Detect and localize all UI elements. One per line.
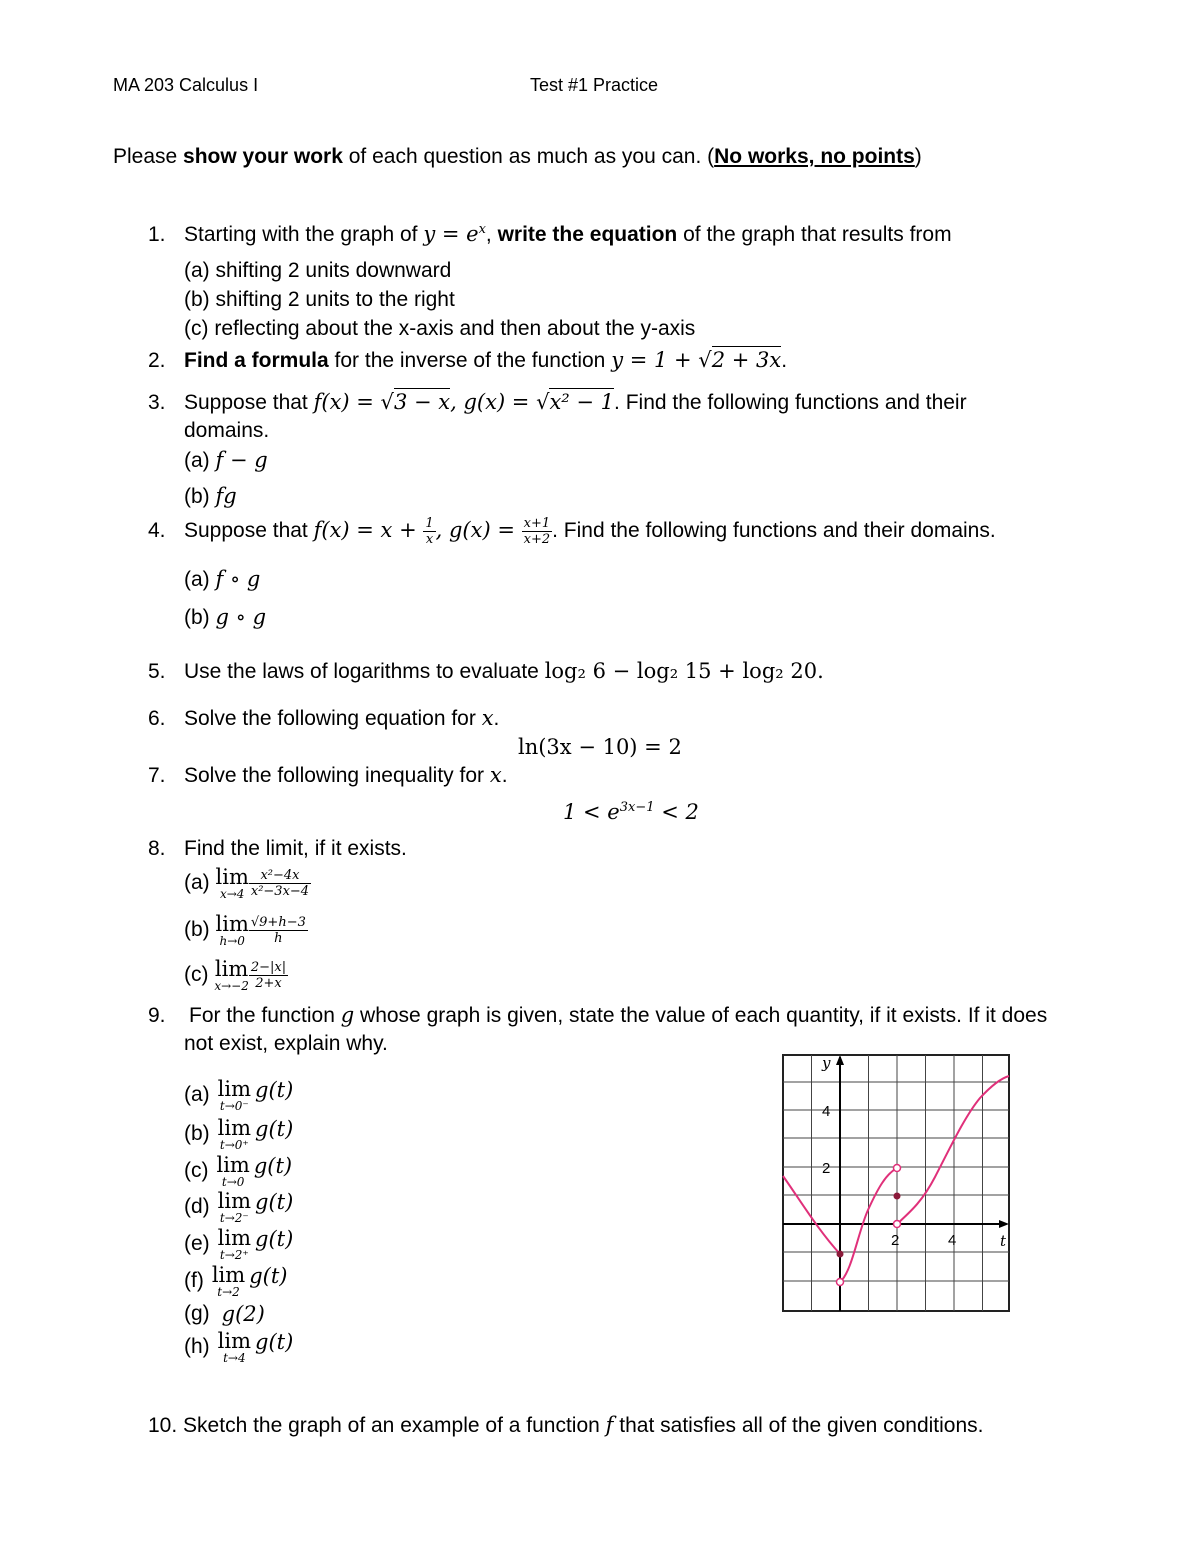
q9-text2: whose graph is given, state the value of each quantity, if it exists. If it does — [354, 1004, 1048, 1027]
q8-c-lim: lim — [214, 957, 249, 981]
q9-limit — [218, 1117, 251, 1151]
q9-part-label: (b) — [184, 1122, 210, 1145]
q3-tail: . Find the following functions and their — [614, 391, 967, 414]
q7-text: Solve the following inequality for — [184, 764, 490, 787]
q9-part-label: (f) — [184, 1269, 204, 1292]
q4-g-fraction — [522, 516, 553, 547]
q8-number: 8. — [148, 837, 166, 860]
q1-a-text: shifting 2 units downward — [215, 259, 452, 282]
q9-lim: lim — [216, 1153, 250, 1177]
q3-part-a — [184, 448, 268, 473]
q1-exponent: x — [478, 222, 486, 237]
q1-c-label: (c) — [184, 317, 209, 340]
q8-b-limit — [216, 913, 249, 947]
q1-bold: write the equation — [497, 223, 678, 246]
q3-a-expr: f − g — [215, 448, 268, 472]
q10-text2: that satisfies all of the given conditions. — [613, 1414, 984, 1437]
curve-right — [897, 1076, 1009, 1224]
q8-a-lim: lim — [215, 865, 249, 889]
q7-display — [563, 800, 699, 824]
q4-b-expr: g ∘ g — [215, 605, 267, 629]
q8-a-sub: x→4 — [219, 887, 245, 901]
graph-grid — [783, 1055, 1009, 1311]
q9-part-label: (d) — [184, 1195, 210, 1218]
q8-a-num: x²−4x — [249, 868, 311, 884]
course-title: MA 203 Calculus I — [113, 75, 259, 95]
q9-limit — [218, 1227, 251, 1261]
q1-tail: of the graph that results from — [677, 223, 952, 246]
instructions-middle: of each question as much as you can. ( — [342, 145, 715, 168]
q9-expr: g(t) — [255, 1190, 294, 1214]
q9-lim-sub: t→0⁺ — [219, 1138, 249, 1152]
q1-c-text: reflecting about the x-axis and then about the y-axis — [214, 317, 696, 340]
question-3 — [148, 390, 967, 415]
q4-part-b — [184, 605, 266, 630]
q5-expr: log₂ 6 − log₂ 15 + log₂ 20. — [544, 659, 824, 683]
q10-number: 10. — [148, 1414, 178, 1437]
q3-f: f(x) = √ — [313, 390, 394, 414]
q9-lim-sub: t→0⁻ — [219, 1099, 249, 1113]
q4-f-num: 1 — [425, 516, 434, 531]
q8-c-fraction — [249, 960, 288, 991]
q9-lim: lim — [217, 1226, 252, 1250]
q9-lim: lim — [217, 1189, 252, 1213]
q9-limit — [212, 1264, 245, 1298]
q4-part-a — [184, 567, 260, 592]
q9-expr: g(t) — [255, 1117, 294, 1141]
test-title: Test #1 Practice — [530, 75, 659, 95]
question-1 — [148, 222, 952, 247]
q1-a-label: (a) — [184, 259, 210, 282]
q7-number: 7. — [148, 764, 166, 787]
q4-b-label: (b) — [184, 606, 210, 629]
q6-display: ln(3x − 10) = 2 — [518, 735, 682, 759]
q9-lim: lim — [211, 1263, 246, 1287]
instructions-bold: show your work — [183, 145, 343, 168]
q8-c-den: 2+x — [255, 975, 282, 991]
q4-f: f(x) = x + — [313, 518, 424, 543]
q4-a-expr: f ∘ g — [215, 567, 261, 591]
q2-bold: Find a formula — [184, 349, 329, 372]
q4-g: , g(x) = — [435, 518, 522, 543]
tick-y4: 4 — [822, 1103, 831, 1120]
q3-f-radicand: 3 − x — [393, 390, 451, 414]
q8-c-label: (c) — [184, 963, 209, 986]
q9-lim-sub: t→2 — [217, 1285, 240, 1299]
q9-part-label: (g) — [184, 1302, 210, 1326]
point-closed-0 — [837, 1251, 844, 1258]
q9-part-d — [184, 1190, 293, 1224]
q7-left: 1 < e — [563, 800, 620, 824]
instructions — [113, 145, 922, 169]
q9-text1: For the function — [189, 1004, 341, 1027]
q9-part-a — [184, 1078, 293, 1112]
q9-expr: g(t) — [253, 1154, 293, 1178]
q8-c-num: 2−|x| — [250, 959, 287, 975]
question-2 — [148, 348, 787, 373]
q9-graph — [780, 1052, 1012, 1314]
q9-lim-sub: t→4 — [223, 1351, 246, 1365]
q8-b-lim: lim — [215, 912, 249, 936]
q5-text: Use the laws of logarithms to evaluate — [184, 660, 545, 683]
q3-lead: Suppose that — [184, 391, 314, 414]
q9-var: g — [340, 1003, 355, 1027]
q9-limit — [218, 1078, 251, 1112]
q7-exp: 3x−1 — [619, 800, 655, 815]
q3-g-radicand: x² − 1 — [549, 390, 615, 414]
q8-part-c — [184, 958, 288, 992]
x-axis-arrow — [999, 1220, 1009, 1228]
q9-part-h — [184, 1330, 293, 1364]
q1-number: 1. — [148, 223, 166, 246]
q1-b-label: (b) — [184, 288, 210, 311]
q3-g: , g(x) = √ — [450, 390, 550, 414]
q9-part-label: (h) — [184, 1335, 210, 1358]
q8-c-sub: x→−2 — [214, 979, 249, 993]
q9-part-c — [184, 1154, 292, 1188]
question-5 — [148, 659, 824, 684]
q10-text1: Sketch the graph of an example of a function — [183, 1414, 606, 1437]
y-axis-arrow — [836, 1055, 844, 1065]
q7-var: x — [489, 763, 502, 787]
q6-var: x — [481, 706, 494, 730]
q4-number: 4. — [148, 519, 166, 543]
q9-lim-sub: t→0 — [221, 1175, 245, 1189]
q8-a-fraction — [249, 868, 311, 899]
q4-f-den: x — [425, 532, 434, 547]
point-open-2-bottom — [894, 1221, 901, 1228]
q9-part-b — [184, 1117, 293, 1151]
q3-b-label: (b) — [184, 485, 210, 508]
q1-part-b — [184, 288, 455, 312]
q6-end: . — [493, 707, 500, 730]
q9-text3: not exist, explain why. — [184, 1032, 388, 1055]
q8-a-den: x²−3x−4 — [250, 883, 310, 899]
q9-lim: lim — [217, 1116, 252, 1140]
q9-part-label: (e) — [184, 1232, 210, 1255]
q9-lim: lim — [217, 1329, 252, 1353]
q1-b-text: shifting 2 units to the right — [215, 288, 455, 311]
q9-limit — [217, 1154, 250, 1188]
q9-number: 9. — [148, 1004, 166, 1027]
q4-f-fraction — [423, 516, 435, 547]
q9-part-f — [184, 1264, 287, 1298]
q5-number: 5. — [148, 660, 166, 683]
q3-b-expr: fg — [215, 484, 237, 508]
q8-a-limit — [216, 866, 249, 900]
question-9 — [148, 1003, 1047, 1028]
q1-comma: , — [485, 223, 498, 246]
q10-var: f — [605, 1413, 614, 1437]
q9-part-label: (c) — [184, 1159, 209, 1182]
question-6 — [148, 706, 499, 731]
tick-y2: 2 — [822, 1160, 831, 1177]
q9-lim: lim — [217, 1077, 252, 1101]
q2-radicand: 2 + 3x — [711, 348, 782, 372]
q9-limit — [218, 1190, 251, 1224]
q3-number: 3. — [148, 391, 166, 414]
graph-gridlines — [783, 1055, 1009, 1311]
q4-tail: . Find the following functions and their domains. — [552, 519, 996, 543]
question-4 — [148, 516, 996, 547]
q9-expr: g(2) — [221, 1302, 265, 1327]
q2-equation: y = 1 + √ — [611, 348, 712, 372]
q8-b-num: √9+h−3 — [250, 914, 306, 930]
q1-equation: y = e — [423, 222, 479, 246]
tick-x4: 4 — [948, 1232, 957, 1249]
q9-part-g — [184, 1302, 265, 1326]
q3-a-label: (a) — [184, 449, 210, 472]
y-axis-label: y — [822, 1054, 831, 1072]
q8-c-limit — [214, 958, 249, 992]
instructions-prefix: Please — [113, 145, 184, 168]
q8-part-b — [184, 913, 308, 947]
q8-b-sub: h→0 — [219, 934, 245, 948]
q9-limit — [218, 1330, 251, 1364]
q4-g-num: x+1 — [523, 516, 551, 531]
q8-part-a — [184, 866, 311, 900]
q2-end: . — [781, 349, 788, 372]
instructions-underlined: No works, no points — [714, 145, 915, 168]
point-closed-2 — [894, 1193, 901, 1200]
question-10 — [148, 1413, 983, 1438]
point-open-0 — [837, 1279, 844, 1286]
question-7 — [148, 763, 508, 788]
q4-g-den: x+2 — [523, 532, 551, 547]
q9-expr: g(t) — [255, 1227, 294, 1251]
q6-number: 6. — [148, 707, 166, 730]
q8-text: Find the limit, if it exists. — [184, 837, 407, 860]
q4-a-label: (a) — [184, 568, 210, 591]
q2-text: for the inverse of the function — [328, 349, 612, 372]
q1-lead: Starting with the graph of — [184, 223, 424, 246]
q7-end: . — [501, 764, 508, 787]
q9-expr: g(t) — [249, 1264, 288, 1288]
q9-lim-sub: t→2⁻ — [219, 1211, 249, 1225]
q1-part-a — [184, 259, 451, 283]
q3-tail2: domains. — [184, 419, 270, 442]
question-8 — [148, 837, 407, 861]
q1-part-c — [184, 317, 695, 341]
q8-b-label: (b) — [184, 918, 210, 941]
q7-right: < 2 — [654, 800, 699, 824]
q9-expr: g(t) — [255, 1330, 294, 1354]
q9-part-label: (a) — [184, 1083, 210, 1106]
q6-text: Solve the following equation for — [184, 707, 482, 730]
tick-x2: 2 — [891, 1232, 900, 1249]
q3-part-b — [184, 484, 237, 509]
point-open-2-top — [894, 1165, 901, 1172]
q2-number: 2. — [148, 349, 166, 372]
q4-lead: Suppose that — [184, 519, 314, 543]
q8-a-label: (a) — [184, 871, 210, 894]
q9-expr: g(t) — [255, 1078, 294, 1102]
q8-b-fraction — [249, 915, 308, 946]
instructions-suffix: ) — [914, 145, 922, 168]
q9-lim-sub: t→2⁺ — [219, 1248, 249, 1262]
q8-b-den: h — [274, 930, 283, 946]
q9-part-e — [184, 1227, 293, 1261]
x-axis-label: t — [1000, 1232, 1007, 1250]
